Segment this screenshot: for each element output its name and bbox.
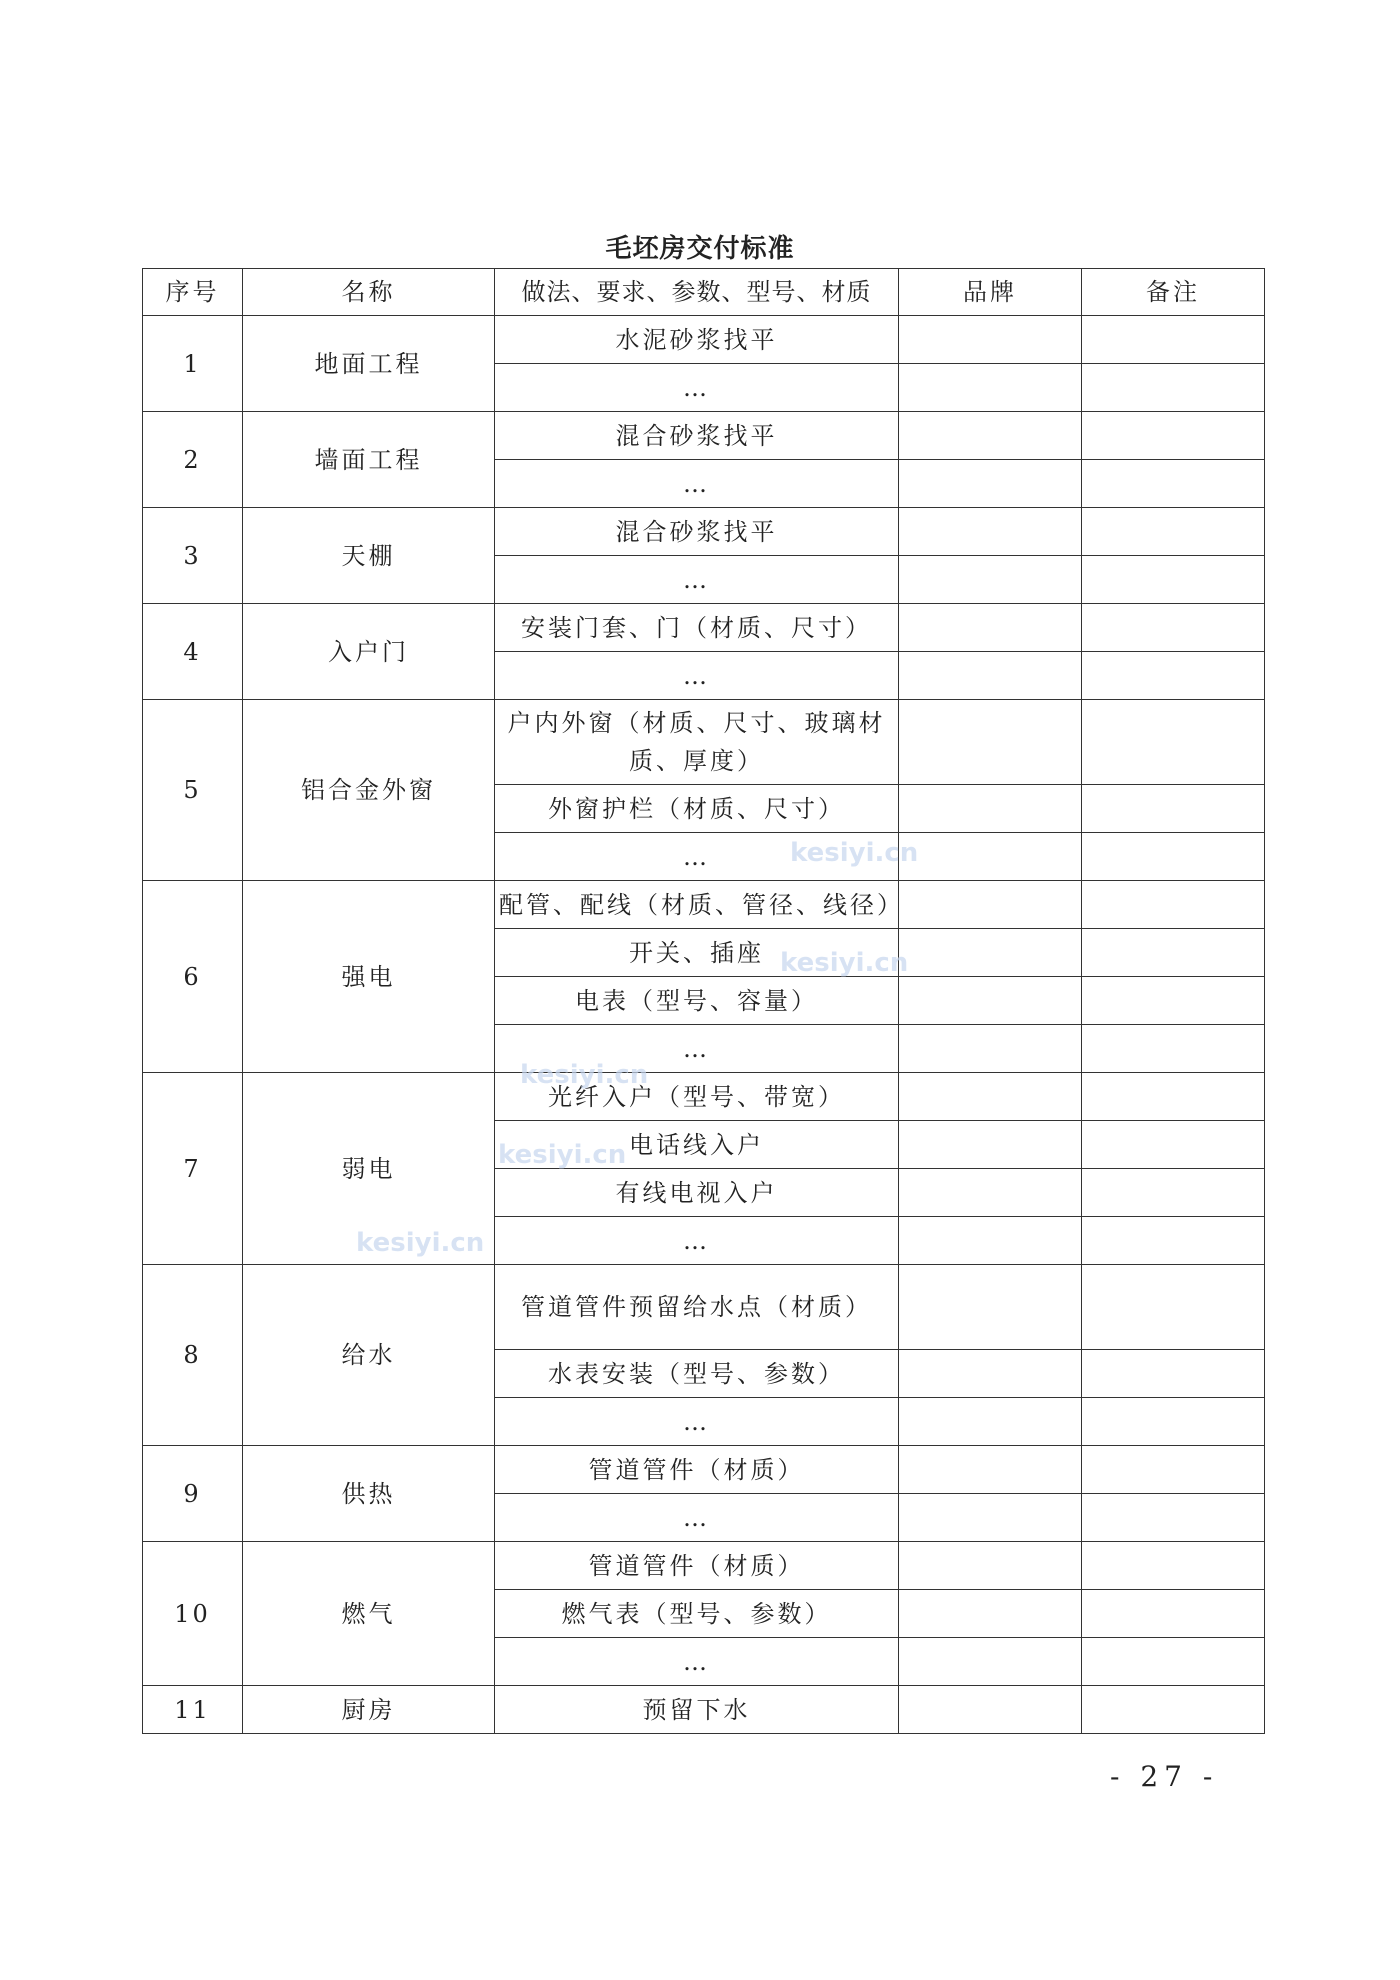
row-number: 4 [143,604,243,700]
requirement-cell: 安装门套、门（材质、尺寸） [495,604,899,652]
brand-cell [899,412,1082,460]
requirement-cell: … [495,1398,899,1446]
notes-cell [1082,1265,1265,1350]
notes-cell [1082,1025,1265,1073]
brand-cell [899,833,1082,881]
table-row [143,1686,1265,1734]
notes-cell [1082,652,1265,700]
row-number: 2 [143,412,243,508]
notes-cell [1082,700,1265,785]
notes-cell [1082,1446,1265,1494]
requirement-cell: … [495,556,899,604]
item-name: 弱电 [243,1073,495,1265]
requirement-cell: 管道管件预留给水点（材质） [495,1265,899,1350]
requirement-cell: … [495,1025,899,1073]
item-name: 铝合金外窗 [243,700,495,881]
notes-cell [1082,1169,1265,1217]
brand-cell [899,652,1082,700]
brand-cell [899,700,1082,785]
item-name: 燃气 [243,1542,495,1686]
brand-cell [899,1073,1082,1121]
row-number: 10 [143,1542,243,1686]
brand-cell [899,1590,1082,1638]
table-header-row [143,269,1265,316]
notes-cell [1082,412,1265,460]
item-name: 供热 [243,1446,495,1542]
requirement-cell: 配管、配线（材质、管径、线径） [495,881,899,929]
requirement-cell: 管道管件（材质） [495,1446,899,1494]
brand-cell [899,316,1082,364]
brand-cell [899,1686,1082,1734]
row-number: 7 [143,1073,243,1265]
header-requirements: 做法、要求、参数、型号、材质 [495,269,899,316]
requirement-cell: 光纤入户（型号、带宽） [495,1073,899,1121]
requirement-cell: … [495,652,899,700]
brand-cell [899,364,1082,412]
table-row [143,1265,1265,1350]
requirement-cell: … [495,460,899,508]
requirement-cell: … [495,1217,899,1265]
item-name: 厨房 [243,1686,495,1734]
brand-cell [899,556,1082,604]
requirement-cell: 有线电视入户 [495,1169,899,1217]
brand-cell [899,1025,1082,1073]
table-row [143,1446,1265,1494]
notes-cell [1082,1350,1265,1398]
item-name: 墙面工程 [243,412,495,508]
notes-cell [1082,1398,1265,1446]
header-brand: 品牌 [899,269,1082,316]
brand-cell [899,1446,1082,1494]
watermark: kesiyi.cn [790,838,919,868]
requirement-cell: 预留下水 [495,1686,899,1734]
requirement-cell: 水表安装（型号、参数） [495,1350,899,1398]
row-number: 8 [143,1265,243,1446]
table-row [143,1542,1265,1590]
requirement-cell: 混合砂浆找平 [495,412,899,460]
item-name: 给水 [243,1265,495,1446]
header-name: 名称 [243,269,495,316]
requirement-cell: … [495,833,899,881]
watermark: kesiyi.cn [498,1140,627,1170]
watermark: kesiyi.cn [520,1060,649,1090]
brand-cell [899,977,1082,1025]
row-number: 1 [143,316,243,412]
notes-cell [1082,929,1265,977]
brand-cell [899,1217,1082,1265]
notes-cell [1082,604,1265,652]
requirement-cell: 燃气表（型号、参数） [495,1590,899,1638]
brand-cell [899,508,1082,556]
row-number: 11 [143,1686,243,1734]
notes-cell [1082,508,1265,556]
notes-cell [1082,833,1265,881]
requirement-cell: 水泥砂浆找平 [495,316,899,364]
header-notes: 备注 [1082,269,1265,316]
notes-cell [1082,1121,1265,1169]
notes-cell [1082,316,1265,364]
notes-cell [1082,977,1265,1025]
brand-cell [899,1542,1082,1590]
page-title: 毛坯房交付标准 [605,234,795,264]
requirement-cell: 开关、插座 [495,929,899,977]
notes-cell [1082,785,1265,833]
page-number: - 27 - [1110,1760,1219,1793]
table-row [143,412,1265,460]
watermark: kesiyi.cn [356,1228,485,1258]
requirement-cell: 户内外窗（材质、尺寸、玻璃材质、厚度） [495,700,899,785]
notes-cell [1082,364,1265,412]
brand-cell [899,1494,1082,1542]
requirement-cell: 混合砂浆找平 [495,508,899,556]
brand-cell [899,1638,1082,1686]
table-body [143,316,1265,1734]
notes-cell [1082,881,1265,929]
brand-cell [899,881,1082,929]
brand-cell [899,785,1082,833]
requirement-cell: 电话线入户 [495,1121,899,1169]
brand-cell [899,929,1082,977]
brand-cell [899,1265,1082,1350]
table-row [143,508,1265,556]
requirement-cell: … [495,1494,899,1542]
item-name: 强电 [243,881,495,1073]
table-row [143,881,1265,929]
requirement-cell: … [495,364,899,412]
notes-cell [1082,1073,1265,1121]
row-number: 3 [143,508,243,604]
brand-cell [899,1121,1082,1169]
notes-cell [1082,1217,1265,1265]
requirement-cell: 电表（型号、容量） [495,977,899,1025]
item-name: 天棚 [243,508,495,604]
notes-cell [1082,1542,1265,1590]
brand-cell [899,1350,1082,1398]
notes-cell [1082,460,1265,508]
requirement-cell: … [495,1638,899,1686]
item-name: 地面工程 [243,316,495,412]
notes-cell [1082,1686,1265,1734]
row-number: 6 [143,881,243,1073]
requirement-cell: 管道管件（材质） [495,1542,899,1590]
brand-cell [899,460,1082,508]
watermark: kesiyi.cn [780,948,909,978]
table-row [143,316,1265,364]
item-name: 入户门 [243,604,495,700]
brand-cell [899,1398,1082,1446]
delivery-standard-table [142,268,1265,1734]
notes-cell [1082,1494,1265,1542]
table-row [143,604,1265,652]
brand-cell [899,1169,1082,1217]
header-no: 序号 [143,269,243,316]
brand-cell [899,604,1082,652]
row-number: 5 [143,700,243,881]
notes-cell [1082,1638,1265,1686]
table-row [143,700,1265,785]
notes-cell [1082,1590,1265,1638]
notes-cell [1082,556,1265,604]
table-row [143,1073,1265,1121]
row-number: 9 [143,1446,243,1542]
requirement-cell: 外窗护栏（材质、尺寸） [495,785,899,833]
